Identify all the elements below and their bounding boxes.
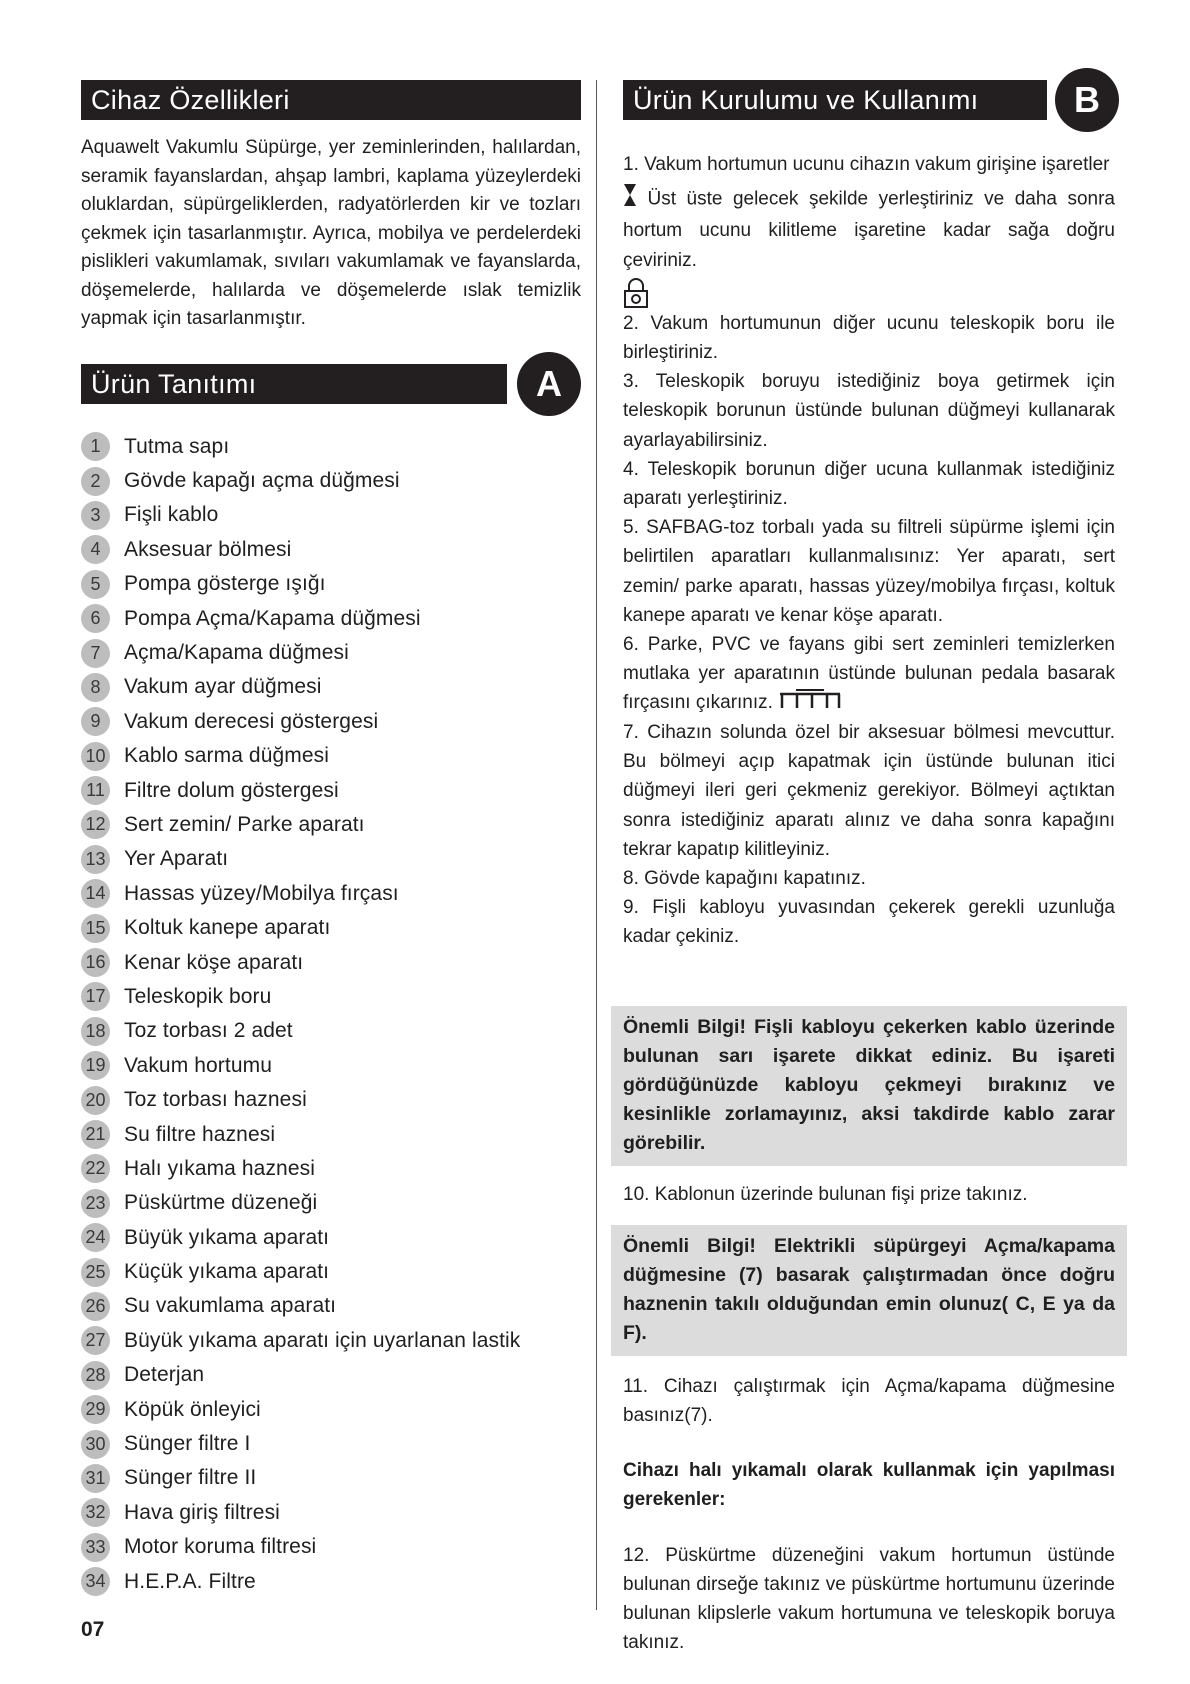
important-note-1: Önemli Bilgi! Fişli kabloyu çekerken kablo üzerinde bulunan sarı işarete dikkat ediniz. Bu işareti gördüğünüzde kabloyu çekmeyi bırakınız ve kesinlikle zorlamayınız, aksi takdirde kablo zarar görebilir.	[611, 1006, 1127, 1166]
steps-final	[623, 1372, 1115, 1658]
right-column	[623, 80, 1115, 1657]
part-item	[81, 705, 581, 739]
part-label: Deterjan	[124, 1363, 205, 1387]
part-label: Pompa Açma/Kapama düğmesi	[124, 606, 421, 630]
step-1a: 1. Vakum hortumun ucunu cihazın vakum girişine işaretler	[623, 154, 1110, 175]
part-number: 9	[81, 707, 110, 736]
part-number: 18	[81, 1017, 110, 1046]
part-label: Gövde kapağı açma düğmesi	[124, 469, 400, 493]
part-number: 25	[81, 1258, 110, 1287]
part-label: Vakum ayar düğmesi	[124, 675, 322, 699]
part-number: 33	[81, 1533, 110, 1562]
part-label: Koltuk kanepe aparatı	[124, 916, 331, 940]
part-item	[81, 945, 581, 979]
part-item	[81, 1049, 581, 1083]
features-text: Aquawelt Vakumlu Süpürge, yer zeminlerinden, halılardan, seramik fayanslardan, ahşap lambri, kaplama yüzeylerdeki oluklardan, süpürgeliklerden, radyatörlerden kir ve tozları çekmek için tasarlanmıştır. Ayrıca, mobilya ve perdelerdeki pislikleri vakumlamak, sıvıları vakumlamak ve fayanslarda, döşemelerde, halılarda ve döşemelerde ıslak temizlik yapmak için tasarlanmıştır.	[81, 137, 581, 329]
part-label: Vakum derecesi göstergesi	[124, 709, 379, 733]
part-item	[81, 1461, 581, 1495]
part-item	[81, 601, 581, 635]
part-label: Küçük yıkama aparatı	[124, 1260, 330, 1284]
step-5: 5. SAFBAG-toz torbalı yada su filtreli süpürme işlemi için belirtilen aparatları kullanmalısınız: Yer aparatı, sert zemin/ parke aparatı, hassas yüzey/mobilya fırçası, koltuk kanepe aparatı ve kenar köşe aparatı.	[623, 517, 1115, 626]
part-number: 6	[81, 604, 110, 633]
part-label: Kablo sarma düğmesi	[124, 744, 329, 768]
parts-list	[81, 430, 581, 1599]
part-number: 32	[81, 1498, 110, 1527]
part-item	[81, 636, 581, 670]
part-label: Sünger filtre II	[124, 1466, 257, 1490]
part-label: Vakum hortumu	[124, 1053, 272, 1077]
part-label: Su vakumlama aparatı	[124, 1294, 337, 1318]
part-item	[81, 1152, 581, 1186]
part-label: H.E.P.A. Filtre	[124, 1569, 256, 1593]
part-item	[81, 1496, 581, 1530]
part-label: Su filtre haznesi	[124, 1122, 276, 1146]
part-label: Toz torbası haznesi	[124, 1088, 307, 1112]
part-number: 1	[81, 432, 110, 461]
part-number: 30	[81, 1430, 110, 1459]
steps	[623, 150, 1115, 952]
step-9: 9. Fişli kabloyu yuvasından çekerek gerekli uzunluğa kadar çekiniz.	[623, 897, 1115, 948]
section-b-badge: B	[1055, 68, 1119, 132]
features-header	[81, 80, 581, 120]
part-label: Açma/Kapama düğmesi	[124, 641, 349, 665]
part-number: 10	[81, 742, 110, 771]
part-number: 23	[81, 1189, 110, 1218]
step-11: 11. Cihazı çalıştırmak için Açma/kapama düğmesine basınız(7).	[623, 1375, 1115, 1426]
part-item	[81, 1324, 581, 1358]
part-item	[81, 464, 581, 498]
part-number: 12	[81, 810, 110, 839]
part-item	[81, 430, 581, 464]
part-item	[81, 567, 581, 601]
left-column	[81, 80, 581, 1599]
part-label: Toz torbası 2 adet	[124, 1019, 293, 1043]
part-number: 8	[81, 673, 110, 702]
page-number: 07	[81, 1618, 105, 1641]
step-2: 2. Vakum hortumunun diğer ucunu teleskopik boru ile birleştiriniz.	[623, 312, 1115, 364]
part-item	[81, 739, 581, 773]
setup-title: Ürün Kurulumu ve Kullanımı	[623, 80, 1047, 120]
part-item	[81, 498, 581, 532]
part-item	[81, 1392, 581, 1426]
step-6	[623, 630, 1115, 718]
part-label: Fişli kablo	[124, 503, 219, 527]
part-number: 3	[81, 501, 110, 530]
part-number: 22	[81, 1154, 110, 1183]
part-number: 26	[81, 1292, 110, 1321]
part-label: Kenar köşe aparatı	[124, 950, 304, 974]
part-label: Sert zemin/ Parke aparatı	[124, 812, 365, 836]
part-item	[81, 773, 581, 807]
part-number: 14	[81, 879, 110, 908]
part-label: Teleskopik boru	[124, 984, 272, 1008]
product-header	[81, 364, 581, 404]
step-12: 12. Püskürtme düzeneğini vakum hortumun üstünde bulunan dirseğe takınız ve püskürtme hortumunu üzerinde bulunan klipslerle vakum hortumuna ve teleskopik boruya takınız.	[623, 1544, 1115, 1654]
step-7: 7. Cihazın solunda özel bir aksesuar bölmesi mevcuttur. Bu bölmeyi açıp kapatmak için üstünde bulunan itici düğmeyi ileri geri çekmeniz gerekiyor. Bölmeyi açtıktan sonra istediğiniz aparatı alınız ve daha sonra kapağını tekrar kapatıp kilitleyiniz.	[623, 722, 1115, 860]
part-item	[81, 911, 581, 945]
part-number: 13	[81, 845, 110, 874]
step-8: 8. Gövde kapağını kapatınız.	[623, 868, 866, 890]
part-label: Halı yıkama haznesi	[124, 1156, 315, 1180]
part-item	[81, 1117, 581, 1151]
part-label: Köpük önleyici	[124, 1397, 261, 1421]
part-number: 21	[81, 1120, 110, 1149]
part-label: Motor koruma filtresi	[124, 1535, 317, 1559]
part-item	[81, 877, 581, 911]
part-number: 4	[81, 535, 110, 564]
part-number: 20	[81, 1086, 110, 1115]
part-item	[81, 1358, 581, 1392]
important-note-2: Önemli Bilgi! Elektrikli süpürgeyi Açma/kapama düğmesine (7) basarak çalıştırmadan önce doğru haznenin takılı olduğundan emin olunuz( C, E ya da F).	[611, 1225, 1127, 1356]
part-item	[81, 1186, 581, 1220]
part-item	[81, 670, 581, 704]
part-item	[81, 1014, 581, 1048]
part-item	[81, 533, 581, 567]
carpet-wash-heading: Cihazı halı yıkamalı olarak kullanmak için yapılması gerekenler:	[623, 1460, 1115, 1511]
part-label: Yer Aparatı	[124, 847, 229, 871]
section-a-badge: A	[517, 352, 581, 416]
part-number: 17	[81, 982, 110, 1011]
part-number: 28	[81, 1361, 110, 1390]
step-4: 4. Teleskopik borunun diğer ucuna kullanmak istediğiniz aparatı yerleştiriniz.	[623, 458, 1115, 510]
part-number: 11	[81, 776, 110, 805]
part-number: 27	[81, 1326, 110, 1355]
part-number: 29	[81, 1395, 110, 1424]
part-number: 5	[81, 570, 110, 599]
part-number: 34	[81, 1567, 110, 1596]
features-title: Cihaz Özellikleri	[81, 80, 581, 120]
part-label: Büyük yıkama aparatı	[124, 1225, 330, 1249]
part-number: 31	[81, 1464, 110, 1493]
part-item	[81, 1083, 581, 1117]
part-label: Hava giriş filtresi	[124, 1500, 280, 1524]
step-6-text: 6. Parke, PVC ve fayans gibi sert zeminleri temizlerken mutlaka yer aparatının üstünde bulunan pedala basarak fırçasını çıkarınız.	[623, 634, 1115, 714]
product-title: Ürün Tanıtımı	[81, 364, 507, 404]
part-number: 7	[81, 639, 110, 668]
part-item	[81, 1220, 581, 1254]
step-10: 10. Kablonun üzerinde bulunan fişi prize takınız.	[623, 1183, 1028, 1205]
steps-continued	[623, 1180, 1115, 1209]
part-label: Büyük yıkama aparatı için uyarlanan lastik	[124, 1328, 521, 1352]
part-item	[81, 842, 581, 876]
part-label: Aksesuar bölmesi	[124, 537, 292, 561]
part-item	[81, 1530, 581, 1564]
step-1b	[623, 183, 1115, 275]
part-item	[81, 808, 581, 842]
part-item	[81, 980, 581, 1014]
step-3: 3. Teleskopik boruyu istediğiniz boya getirmek için teleskopik borunun üstünde bulunan düğmeyi kullanarak ayarlayabilirsiniz.	[623, 371, 1115, 451]
part-item	[81, 1564, 581, 1598]
lock-row	[623, 277, 1115, 309]
part-number: 19	[81, 1051, 110, 1080]
part-label: Tutma sapı	[124, 434, 230, 458]
column-divider	[596, 80, 597, 1610]
part-label: Hassas yüzey/Mobilya fırçası	[124, 881, 399, 905]
part-item	[81, 1289, 581, 1323]
setup-header	[623, 80, 1115, 120]
hourglass-icon	[623, 183, 637, 216]
part-label: Filtre dolum göstergesi	[124, 778, 339, 802]
brush-icon	[778, 689, 842, 718]
part-number: 16	[81, 948, 110, 977]
step-1b-text: Üst üste gelecek şekilde yerleştiriniz ve daha sonra hortum ucunu kilitleme işaretine kadar sağa doğru çeviriniz.	[623, 188, 1115, 271]
part-number: 2	[81, 467, 110, 496]
part-number: 24	[81, 1223, 110, 1252]
part-label: Sünger filtre I	[124, 1432, 251, 1456]
part-number: 15	[81, 914, 110, 943]
part-item	[81, 1427, 581, 1461]
part-label: Pompa gösterge ışığı	[124, 572, 326, 596]
part-item	[81, 1255, 581, 1289]
part-label: Püskürtme düzeneği	[124, 1191, 318, 1215]
